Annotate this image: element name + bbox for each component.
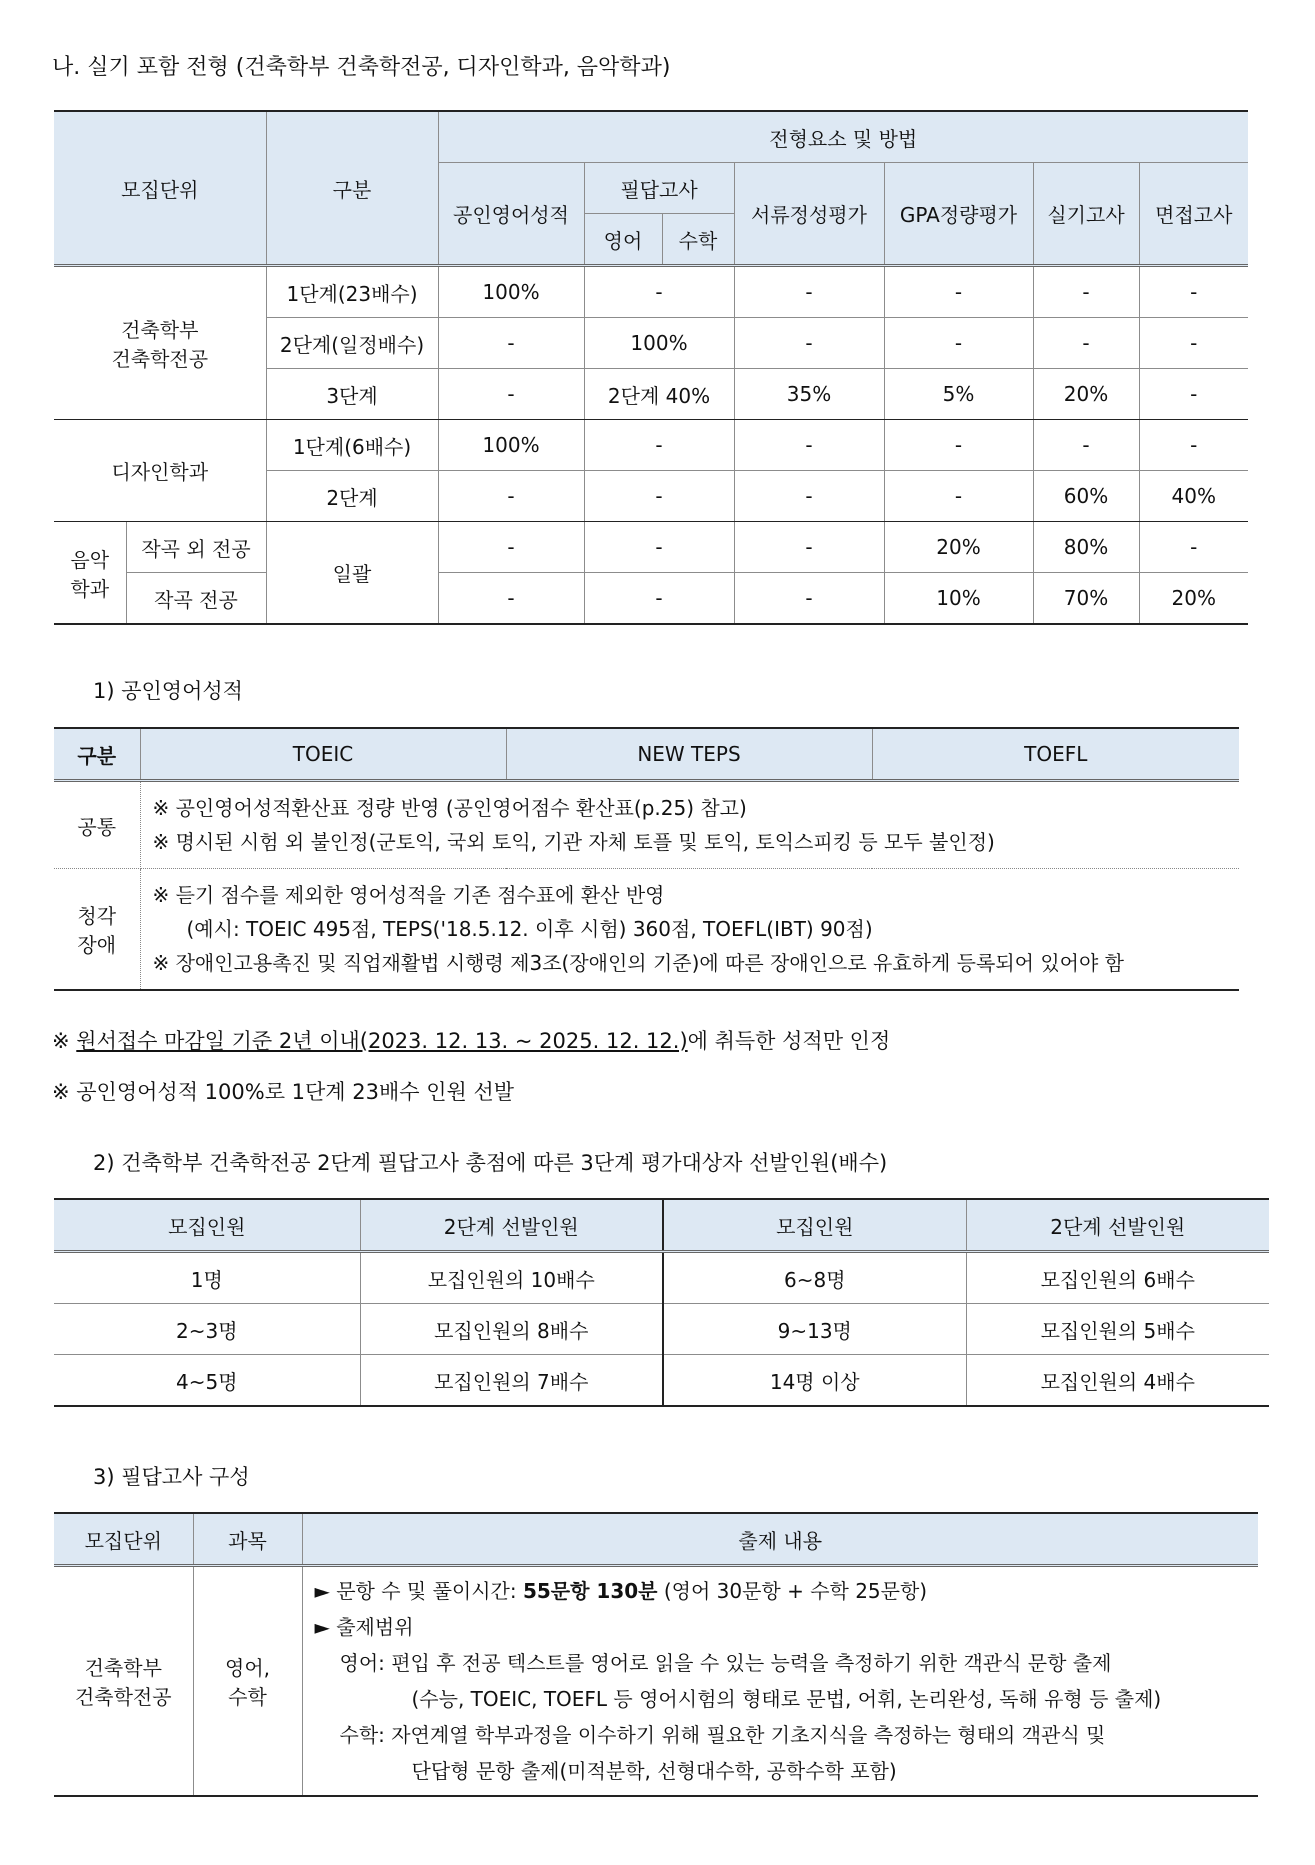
unit-arch-line2: 건축학전공 [111, 347, 209, 371]
header-document: 서류정성평가 [734, 163, 884, 266]
table-cell: 1단계(23배수) [266, 266, 438, 318]
exam-subject-line2: 수학 [228, 1685, 267, 1709]
exam-bullet-count [315, 1573, 1259, 1609]
hearing-content [140, 869, 1239, 991]
english-header-label: 구분 [54, 728, 140, 781]
exam-content [302, 1566, 1258, 1797]
bullet-prefix: ► 문항 수 및 풀이시간: [314, 1579, 523, 1603]
exam-math-line: 수학: 자연계열 학부과정을 이수하기 위해 필요한 기초지식을 측정하는 형태의 객관식 및 [339, 1723, 1106, 1747]
unit-design: 디자인학과 [54, 420, 266, 522]
bullet-suffix: (영어 30문항 + 수학 25문항) [657, 1579, 928, 1603]
table-cell: 6~8명 [663, 1252, 966, 1304]
english-header-teps: NEW TEPS [506, 728, 872, 781]
header-written-english: 영어 [584, 214, 662, 266]
table-cell: - [884, 471, 1033, 522]
exam-header-subject: 과목 [193, 1513, 302, 1566]
hearing-label-line1: 청각 [77, 904, 117, 928]
section2-heading: 2) 건축학부 건축학전공 2단계 필답고사 총점에 따른 3단계 평가대상자 선발인원(배수) [93, 1151, 888, 1175]
table-cell: - [1139, 420, 1248, 471]
table-cell: - [1139, 369, 1248, 420]
table-cell: - [438, 471, 584, 522]
header-written: 필답고사 [584, 163, 734, 214]
english-header-toefl: TOEFL [872, 728, 1239, 781]
table-cell: 14명 이상 [663, 1355, 966, 1407]
table-cell: - [884, 266, 1033, 318]
table-cell: - [438, 318, 584, 369]
note-underlined: 원서접수 마감일 기준 2년 이내(2023. 12. 13. ~ 2025. 12. 12.) [76, 1029, 688, 1053]
unit-music-line1: 음악 [70, 547, 110, 572]
table-cell: - [584, 573, 734, 625]
sel-header: 모집인원 [54, 1199, 360, 1252]
exam-header-unit: 모집단위 [54, 1513, 193, 1566]
table-cell: 20% [1139, 573, 1248, 625]
table-cell: 모집인원의 8배수 [360, 1304, 663, 1355]
table-cell: 모집인원의 4배수 [966, 1355, 1269, 1407]
table-row [54, 1355, 1269, 1407]
exam-unit-line1: 건축학부 [84, 1656, 162, 1680]
exam-subject [193, 1566, 302, 1797]
table-cell: - [734, 573, 884, 625]
table-cell: - [734, 318, 884, 369]
table-cell: - [1139, 318, 1248, 369]
hearing-line: (예시: TOEIC 495점, TEPS('18.5.12. 이후 시험) 360점, TOEFL(IBT) 90점) [186, 917, 873, 941]
common-line: ※ 명시된 시험 외 불인정(군토익, 국외 토익, 기관 자체 토플 및 토익, 토익스피킹 등 모두 불인정) [152, 830, 995, 854]
exam-header-content: 출제 내용 [302, 1513, 1258, 1566]
table-cell: - [734, 471, 884, 522]
table-cell: - [1139, 266, 1248, 318]
table-cell: - [438, 522, 584, 573]
exam-unit-line2: 건축학전공 [74, 1685, 172, 1709]
table-cell: - [438, 573, 584, 625]
common-label: 공통 [54, 781, 140, 869]
unit-arch-line1: 건축학부 [121, 318, 199, 342]
table-cell: 2~3명 [54, 1304, 360, 1355]
table-cell: - [584, 522, 734, 573]
table-cell: - [734, 522, 884, 573]
table-cell: - [884, 420, 1033, 471]
table-cell: 20% [884, 522, 1033, 573]
section3-heading: 3) 필답고사 구성 [93, 1465, 250, 1489]
table-cell: - [1033, 318, 1139, 369]
common-content [140, 781, 1239, 869]
table-cell: 모집인원의 6배수 [966, 1252, 1269, 1304]
table-cell: - [584, 420, 734, 471]
table-cell: - [1033, 420, 1139, 471]
header-unit: 모집단위 [54, 111, 266, 266]
exam-english-line: 영어: 편입 후 전공 텍스트를 영어로 읽을 수 있는 능력을 측정하기 위한 객관식 문항 출제 [339, 1651, 1112, 1675]
unit-arch [54, 266, 266, 420]
table-cell: 10% [884, 573, 1033, 625]
table-cell: 35% [734, 369, 884, 420]
hearing-line: ※ 듣기 점수를 제외한 영어성적을 기존 점수표에 환산 반영 [152, 883, 665, 907]
sel-header: 2단계 선발인원 [360, 1199, 663, 1252]
header-english-score: 공인영어성적 [438, 163, 584, 266]
exam-subject-line1: 영어, [225, 1656, 270, 1680]
table-cell: 100% [438, 420, 584, 471]
music-stage: 일괄 [266, 522, 438, 625]
note-prefix: ※ [52, 1029, 77, 1053]
table-cell: 2단계(일정배수) [266, 318, 438, 369]
table-cell: - [438, 369, 584, 420]
table-cell: 5% [884, 369, 1033, 420]
table-cell: 9~13명 [663, 1304, 966, 1355]
table-cell: 1명 [54, 1252, 360, 1304]
admission-elements-table [54, 110, 1248, 625]
hearing-label-line2: 장애 [77, 933, 117, 957]
sel-header: 2단계 선발인원 [966, 1199, 1269, 1252]
table-cell: 100% [438, 266, 584, 318]
table-cell: - [734, 420, 884, 471]
table-cell: - [1139, 522, 1248, 573]
hearing-line: ※ 장애인고용촉진 및 직업재활법 시행령 제3조(장애인의 기준)에 따른 장애인으로 유효하게 등록되어 있어야 함 [152, 951, 1124, 975]
english-header-toeic: TOEIC [140, 728, 506, 781]
table-cell: 모집인원의 7배수 [360, 1355, 663, 1407]
unit-music [54, 522, 126, 625]
sel-header: 모집인원 [663, 1199, 966, 1252]
english-score-table [54, 727, 1239, 991]
table-cell: 80% [1033, 522, 1139, 573]
music-major: 작곡 외 전공 [126, 522, 266, 573]
note-selection: ※ 공인영어성적 100%로 1단계 23배수 인원 선발 [52, 1080, 515, 1104]
header-gpa: GPA정량평가 [884, 163, 1033, 266]
table-cell: 20% [1033, 369, 1139, 420]
table-cell: - [584, 266, 734, 318]
table-cell: - [734, 266, 884, 318]
table-cell: 70% [1033, 573, 1139, 625]
exam-math-line: 단답형 문항 출제(미적분학, 선형대수학, 공학수학 포함) [411, 1759, 897, 1783]
table-cell: 4~5명 [54, 1355, 360, 1407]
table-cell: 100% [584, 318, 734, 369]
exam-unit [54, 1566, 193, 1797]
table-cell: 모집인원의 5배수 [966, 1304, 1269, 1355]
header-interview: 면접고사 [1139, 163, 1248, 266]
selection-multiplier-table [54, 1198, 1269, 1407]
table-cell: - [584, 471, 734, 522]
table-cell: 40% [1139, 471, 1248, 522]
header-elements: 전형요소 및 방법 [438, 111, 1248, 163]
exam-english-line: (수능, TOEIC, TOEFL 등 영어시험의 형태로 문법, 어휘, 논리완성, 독해 유형 등 출제) [411, 1687, 1162, 1711]
page-title: 나. 실기 포함 전형 (건축학부 건축학전공, 디자인학과, 음악학과) [52, 55, 671, 80]
table-cell: 1단계(6배수) [266, 420, 438, 471]
table-cell: - [1033, 266, 1139, 318]
common-line: ※ 공인영어성적환산표 정량 반영 (공인영어점수 환산표(p.25) 참고) [152, 796, 747, 820]
header-category: 구분 [266, 111, 438, 266]
table-cell: 모집인원의 10배수 [360, 1252, 663, 1304]
table-cell: 60% [1033, 471, 1139, 522]
note-suffix: 에 취득한 성적만 인정 [687, 1029, 891, 1053]
written-exam-table [54, 1512, 1258, 1797]
exam-bullet-scope: ► 출제범위 [314, 1615, 414, 1639]
hearing-label [54, 869, 140, 991]
music-major: 작곡 전공 [126, 573, 266, 625]
bullet-bold: 55문항 130분 [522, 1579, 658, 1603]
table-row [54, 1304, 1269, 1355]
header-written-math: 수학 [662, 214, 734, 266]
table-row [54, 1252, 1269, 1304]
table-cell: - [884, 318, 1033, 369]
table-cell: 3단계 [266, 369, 438, 420]
table-cell: 2단계 40% [584, 369, 734, 420]
section1-heading: 1) 공인영어성적 [93, 679, 243, 703]
unit-music-line2: 학과 [70, 576, 110, 601]
header-practical: 실기고사 [1033, 163, 1139, 266]
note-validity [52, 1025, 890, 1055]
table-cell: 2단계 [266, 471, 438, 522]
